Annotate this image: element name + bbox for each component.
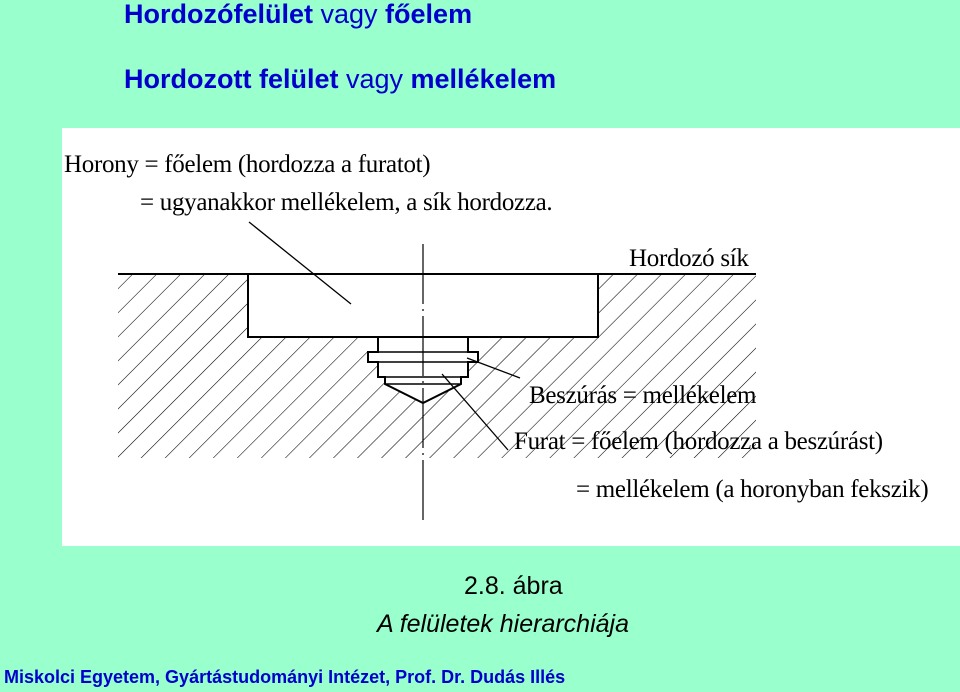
footer-credit: Miskolci Egyetem, Gyártástudományi Intézet, Prof. Dr. Dudás Illés [4,667,566,687]
annotation-bore-line-2: = mellékelem (a horonyban fekszik) [576,476,929,503]
slide-title-line-2 [124,66,556,93]
title-line-1-connector: vagy [313,0,386,29]
title-line-2-connector: vagy [338,64,411,94]
annotation-recess: Beszúrás = mellékelem [529,382,757,409]
slide-title-line-1 [124,1,472,28]
title-line-1-alt-term: főelem [385,0,473,29]
figure-caption: A felületek hierarchiája [377,610,629,638]
title-line-1-term: Hordozófelület [124,0,313,29]
annotation-groove-line-1: Horony = főelem (hordozza a furatot) [64,151,431,178]
leader-line-groove [249,222,351,304]
figure-panel [62,128,960,546]
figure-number: 2.8. ábra [464,572,563,600]
annotation-bore-line-1: Furat = főelem (hordozza a beszúrást) [514,428,883,455]
annotation-carrier-plane: Hordozó sík [629,245,749,272]
title-line-2-alt-term: mellékelem [410,64,557,94]
annotation-groove-line-2: = ugyanakkor mellékelem, a sík hordozza. [140,189,553,216]
title-line-2-term: Hordozott felület [124,64,339,94]
